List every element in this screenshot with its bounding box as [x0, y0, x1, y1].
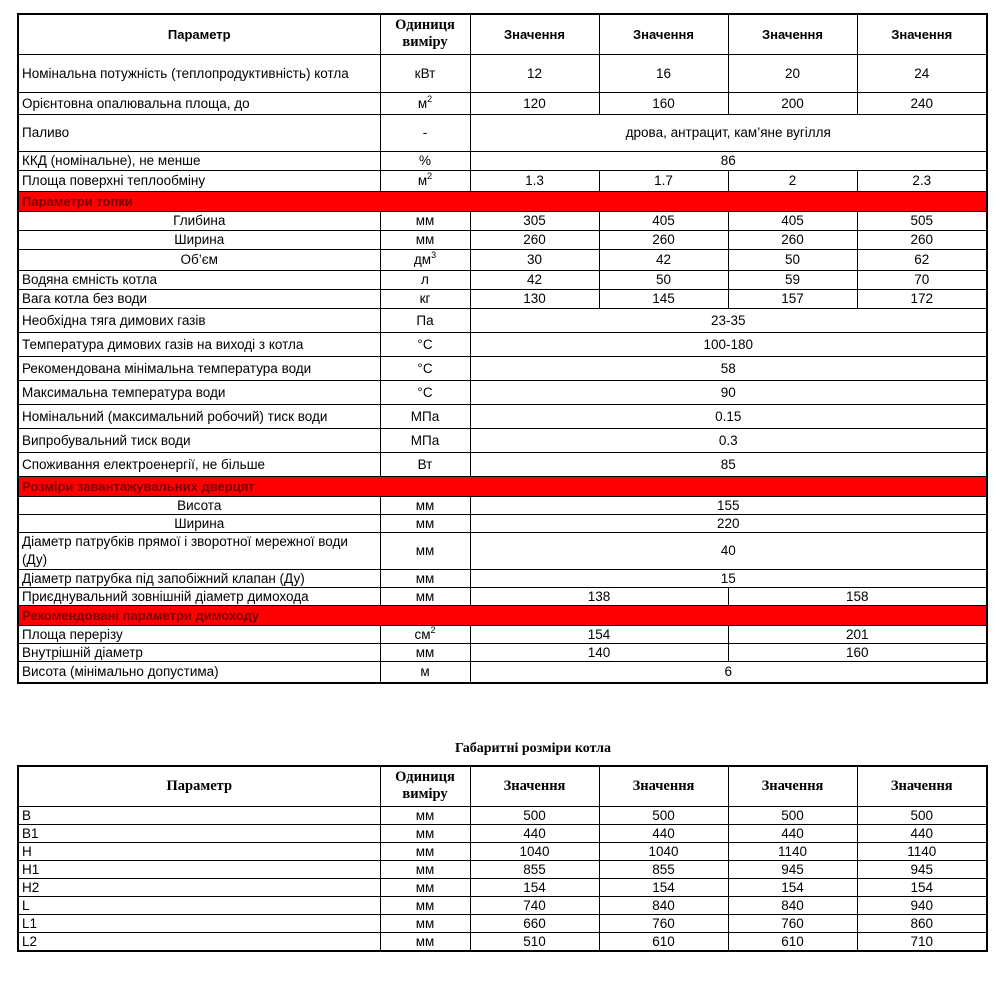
- unit-cell: -: [380, 114, 470, 151]
- unit-cell: кг: [380, 289, 470, 308]
- half-value-cell: 154: [470, 625, 728, 643]
- unit-cell: °С: [380, 332, 470, 356]
- value-cell: 940: [857, 896, 987, 914]
- value-cell: 145: [599, 289, 728, 308]
- dimensions-caption: Габаритні розміри котла: [455, 741, 611, 756]
- param-cell: Вага котла без води: [18, 289, 380, 308]
- value-cell: 154: [857, 878, 987, 896]
- value-cell: 1040: [470, 842, 599, 860]
- value-cell: 260: [728, 230, 857, 249]
- unit-cell: мм: [380, 932, 470, 951]
- value-cell: 740: [470, 896, 599, 914]
- param-cell: Водяна ємність котла: [18, 270, 380, 289]
- table-row: [18, 211, 987, 230]
- value-cell: 405: [728, 211, 857, 230]
- unit-cell: МПа: [380, 428, 470, 452]
- param-cell: B1: [18, 824, 380, 842]
- unit-cell: мм: [380, 569, 470, 587]
- section-header-doors: [18, 476, 987, 496]
- value-cell: 405: [599, 211, 728, 230]
- section-header-chimney: [18, 605, 987, 625]
- value-cell: 16: [599, 54, 728, 92]
- value-cell: 760: [599, 914, 728, 932]
- value-cell: 610: [599, 932, 728, 951]
- table-row: [18, 532, 987, 569]
- param-cell: Висота (мінімально допустима): [18, 661, 380, 683]
- value-cell: 1040: [599, 842, 728, 860]
- value-cell: 200: [728, 92, 857, 114]
- half-value-cell: 201: [728, 625, 987, 643]
- merged-value-cell: 15: [470, 569, 987, 587]
- half-value-cell: 158: [728, 587, 987, 605]
- unit-cell: мм: [380, 230, 470, 249]
- header-value-2: Значення: [599, 766, 728, 806]
- value-cell: 1.3: [470, 170, 599, 191]
- unit-cell: мм: [380, 587, 470, 605]
- value-cell: 260: [599, 230, 728, 249]
- header-unit: Одиниця виміру: [380, 766, 470, 806]
- param-cell: Діаметр патрубків прямої і зворотної мережної води (Ду): [18, 532, 380, 569]
- value-cell: 2: [728, 170, 857, 191]
- header-value-1: Значення: [470, 14, 599, 54]
- merged-value-cell: 6: [470, 661, 987, 683]
- merged-value-cell: 0.3: [470, 428, 987, 452]
- header-value-1: Значення: [470, 766, 599, 806]
- unit-cell: мм: [380, 643, 470, 661]
- section-title: Рекомендовані параметри димоходу: [18, 605, 987, 625]
- merged-value-cell: 220: [470, 514, 987, 532]
- unit-cell: Па: [380, 308, 470, 332]
- table-row: [18, 896, 987, 914]
- value-cell: 50: [599, 270, 728, 289]
- value-cell: 505: [857, 211, 987, 230]
- param-cell: B: [18, 806, 380, 824]
- value-cell: 42: [470, 270, 599, 289]
- table-row: [18, 587, 987, 605]
- merged-value-cell: 86: [470, 151, 987, 170]
- merged-value-cell: 40: [470, 532, 987, 569]
- table-row: [18, 332, 987, 356]
- value-cell: 610: [728, 932, 857, 951]
- merged-value-cell: 155: [470, 496, 987, 514]
- table-row: [18, 932, 987, 951]
- half-value-cell: 140: [470, 643, 728, 661]
- value-cell: 240: [857, 92, 987, 114]
- param-cell: Максимальна температура води: [18, 380, 380, 404]
- unit-cell: °С: [380, 380, 470, 404]
- value-cell: 440: [470, 824, 599, 842]
- value-cell: 2.3: [857, 170, 987, 191]
- value-cell: 260: [857, 230, 987, 249]
- value-cell: 24: [857, 54, 987, 92]
- table-row: [18, 151, 987, 170]
- table-row: [18, 356, 987, 380]
- header-value-4: Значення: [857, 14, 987, 54]
- param-cell: Споживання електроенергії, не більше: [18, 452, 380, 476]
- unit-cell: $м^2$: [380, 92, 470, 114]
- table-row: [18, 824, 987, 842]
- value-cell: 1140: [857, 842, 987, 860]
- unit-cell: $м^2$: [380, 170, 470, 191]
- value-cell: 510: [470, 932, 599, 951]
- param-cell: L1: [18, 914, 380, 932]
- table-row: [18, 625, 987, 643]
- param-cell: Площа перерізу: [18, 625, 380, 643]
- table-row: [18, 92, 987, 114]
- table-header-row: [18, 14, 987, 54]
- value-cell: 840: [728, 896, 857, 914]
- section-title: Розміри завантажувальних дверцят: [18, 476, 987, 496]
- unit-cell: $дм^3$: [380, 249, 470, 270]
- table-row: [18, 380, 987, 404]
- value-cell: 855: [470, 860, 599, 878]
- value-cell: 160: [599, 92, 728, 114]
- merged-value-cell: 90: [470, 380, 987, 404]
- unit-cell: мм: [380, 211, 470, 230]
- value-cell: 860: [857, 914, 987, 932]
- value-cell: 154: [728, 878, 857, 896]
- value-cell: 710: [857, 932, 987, 951]
- table-row: [18, 842, 987, 860]
- header-value-3: Значення: [728, 766, 857, 806]
- param-cell: Ширина: [18, 514, 380, 532]
- value-cell: 1140: [728, 842, 857, 860]
- section-header-firebox: [18, 191, 987, 211]
- param-cell: Ширина: [18, 230, 380, 249]
- header-value-3: Значення: [728, 14, 857, 54]
- table-row: [18, 452, 987, 476]
- table-row: [18, 404, 987, 428]
- value-cell: 440: [728, 824, 857, 842]
- param-cell: L: [18, 896, 380, 914]
- table-header-row: [18, 766, 987, 806]
- table-row: [18, 806, 987, 824]
- param-cell: Рекомендована мінімальна температура води: [18, 356, 380, 380]
- value-cell: 840: [599, 896, 728, 914]
- value-cell: 500: [599, 806, 728, 824]
- unit-cell: м: [380, 661, 470, 683]
- value-cell: 70: [857, 270, 987, 289]
- merged-value-cell: 58: [470, 356, 987, 380]
- table-row: [18, 270, 987, 289]
- value-cell: 130: [470, 289, 599, 308]
- merged-value-cell: 85: [470, 452, 987, 476]
- table-row: [18, 514, 987, 532]
- value-cell: 30: [470, 249, 599, 270]
- value-cell: 12: [470, 54, 599, 92]
- value-cell: 660: [470, 914, 599, 932]
- param-cell: Орієнтовна опалювальна площа, до: [18, 92, 380, 114]
- unit-cell: $см^2$: [380, 625, 470, 643]
- value-cell: 157: [728, 289, 857, 308]
- param-cell: Висота: [18, 496, 380, 514]
- table-row: [18, 914, 987, 932]
- value-cell: 20: [728, 54, 857, 92]
- merged-value-cell: дрова, антрацит, кам’яне вугілля: [470, 114, 987, 151]
- unit-cell: мм: [380, 860, 470, 878]
- param-cell: Площа поверхні теплообміну: [18, 170, 380, 191]
- header-parameter: Параметр: [18, 14, 380, 54]
- table-row: [18, 308, 987, 332]
- table-row: [18, 496, 987, 514]
- param-cell: L2: [18, 932, 380, 951]
- header-unit: Одиниця виміру: [380, 14, 470, 54]
- table-row: [18, 569, 987, 587]
- value-cell: 945: [857, 860, 987, 878]
- value-cell: 62: [857, 249, 987, 270]
- unit-cell: мм: [380, 514, 470, 532]
- value-cell: 305: [470, 211, 599, 230]
- value-cell: 120: [470, 92, 599, 114]
- param-cell: Об’єм: [18, 249, 380, 270]
- table-row: [18, 661, 987, 683]
- value-cell: 500: [728, 806, 857, 824]
- param-cell: Паливо: [18, 114, 380, 151]
- table-row: [18, 114, 987, 151]
- param-cell: Приєднувальний зовнішній діаметр димохода: [18, 587, 380, 605]
- unit-cell: Вт: [380, 452, 470, 476]
- dimensions-table: [17, 765, 988, 952]
- table-row: [18, 230, 987, 249]
- unit-cell: мм: [380, 878, 470, 896]
- value-cell: 154: [599, 878, 728, 896]
- table-row: [18, 249, 987, 270]
- unit-cell: л: [380, 270, 470, 289]
- param-cell: ККД (номінальне), не менше: [18, 151, 380, 170]
- table-row: [18, 643, 987, 661]
- table-row: [18, 289, 987, 308]
- section-title: Параметри топки: [18, 191, 987, 211]
- header-value-2: Значення: [599, 14, 728, 54]
- value-cell: 440: [857, 824, 987, 842]
- unit-cell: мм: [380, 806, 470, 824]
- half-value-cell: 138: [470, 587, 728, 605]
- value-cell: 760: [728, 914, 857, 932]
- unit-cell: мм: [380, 496, 470, 514]
- param-cell: Внутрішній діаметр: [18, 643, 380, 661]
- header-value-4: Значення: [857, 766, 987, 806]
- unit-cell: мм: [380, 896, 470, 914]
- value-cell: 260: [470, 230, 599, 249]
- half-value-cell: 160: [728, 643, 987, 661]
- merged-value-cell: 100-180: [470, 332, 987, 356]
- value-cell: 500: [857, 806, 987, 824]
- param-cell: H: [18, 842, 380, 860]
- value-cell: 855: [599, 860, 728, 878]
- unit-cell: мм: [380, 842, 470, 860]
- table-row: [18, 170, 987, 191]
- header-parameter: Параметр: [18, 766, 380, 806]
- unit-cell: МПа: [380, 404, 470, 428]
- value-cell: 172: [857, 289, 987, 308]
- param-cell: Температура димових газів на виході з котла: [18, 332, 380, 356]
- param-cell: Глибина: [18, 211, 380, 230]
- value-cell: 440: [599, 824, 728, 842]
- param-cell: Необхідна тяга димових газів: [18, 308, 380, 332]
- value-cell: 1.7: [599, 170, 728, 191]
- merged-value-cell: 23-35: [470, 308, 987, 332]
- unit-cell: кВт: [380, 54, 470, 92]
- value-cell: 154: [470, 878, 599, 896]
- value-cell: 945: [728, 860, 857, 878]
- param-cell: Випробувальний тиск води: [18, 428, 380, 452]
- value-cell: 59: [728, 270, 857, 289]
- value-cell: 42: [599, 249, 728, 270]
- unit-cell: %: [380, 151, 470, 170]
- boiler-specs-table: [17, 13, 988, 684]
- value-cell: 500: [470, 806, 599, 824]
- value-cell: 50: [728, 249, 857, 270]
- table-row: [18, 428, 987, 452]
- table-row: [18, 54, 987, 92]
- table-row: [18, 860, 987, 878]
- param-cell: Діаметр патрубка під запобіжний клапан (Ду): [18, 569, 380, 587]
- unit-cell: мм: [380, 824, 470, 842]
- unit-cell: мм: [380, 532, 470, 569]
- param-cell: Номінальний (максимальний робочий) тиск води: [18, 404, 380, 428]
- param-cell: H2: [18, 878, 380, 896]
- table-row: [18, 878, 987, 896]
- unit-cell: °С: [380, 356, 470, 380]
- merged-value-cell: 0.15: [470, 404, 987, 428]
- unit-cell: мм: [380, 914, 470, 932]
- param-cell: H1: [18, 860, 380, 878]
- param-cell: Номінальна потужність (теплопродуктивність) котла: [18, 54, 380, 92]
